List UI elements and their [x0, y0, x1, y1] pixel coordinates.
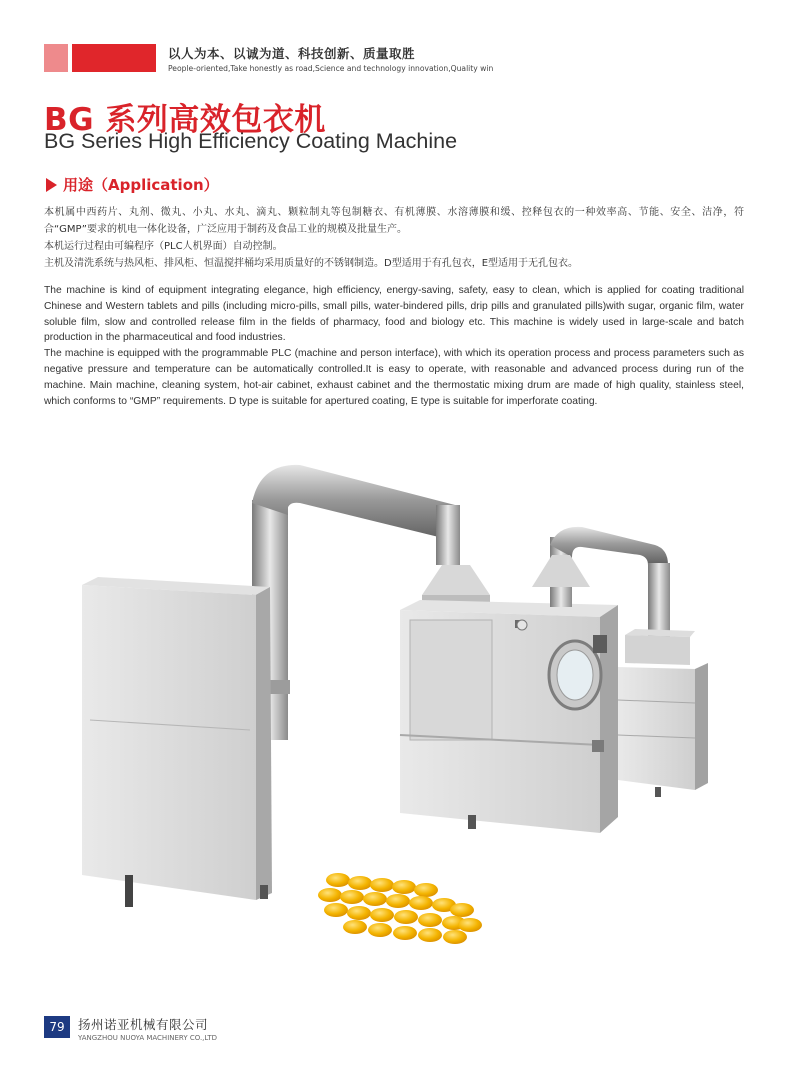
- section-heading: [46, 174, 219, 195]
- exhaust-cabinet: [618, 629, 708, 797]
- header-pink-square: [44, 44, 68, 72]
- main-hood: [422, 565, 490, 605]
- coating-machine-illustration: [70, 445, 750, 965]
- motto-en: People-oriented,Take honestly as road,Science and technology innovation,Quality win: [168, 64, 494, 73]
- yellow-pills: [318, 873, 482, 944]
- motto-cn: 以人为本、以诚为道、科技创新、质量取胜: [168, 46, 416, 61]
- paragraph-en: The machine is equipped with the programmable PLC (machine and person interface), with which its operation process and process parameters such as negative pressure and temperature can be automatically controlled.It is easy to operate, with reasonable and advanced process during run of the machine. Main machine, cleaning system, hot-air cabinet, exhaust cabinet and the thermostatic mixing drum are made of high quality, stainless steel, which conforms to “GMP” requirements. D type is suitable for apertured coating, E type is suitable for imperforate coating.: [44, 348, 744, 407]
- company-name-cn: 扬州诺亚机械有限公司: [78, 1017, 209, 1032]
- paragraph-en: The machine is kind of equipment integrating elegance, high efficiency, energy-saving, safety, easy to clean, which is applied for coating traditional Chinese and Western tablets and pills (including micro-pills, small pills, water-bindered pills, drip pills and granulated pills)with sugar, organic film, water soluble film, slow and controlled release film in the fields of pharmacy, food and biology etc. This machine is widely used in large-scale and batch production in the pharmaceutical and food industries.: [44, 285, 744, 344]
- description-en: [44, 283, 744, 409]
- page-title-cn: BG 系列高效包衣机: [44, 102, 326, 138]
- header-red-bar: [72, 44, 156, 72]
- paragraph-cn: 主机及清洗系统与热风柜、排风柜、恒温搅拌桶均采用质量好的不锈钢制造。D型适用于有孔包衣，E型适用于无孔包衣。: [44, 258, 579, 269]
- page-title-en: BG Series High Efficiency Coating Machine: [44, 129, 458, 153]
- hot-air-cabinet: [82, 577, 272, 907]
- paragraph-cn: 本机运行过程由可编程序（PLC人机界面）自动控制。: [44, 241, 283, 252]
- page-number: 79: [44, 1016, 70, 1038]
- section-heading-label: 用途（Application）: [63, 176, 219, 194]
- header-color-bar: [44, 44, 156, 72]
- paragraph-cn: 本机属中西药片、丸剂、微丸、小丸、水丸、滴丸、颗粒制丸等包制糖衣、有机薄膜、水溶薄膜和缓、控释包衣的一种效率高、节能、安全、洁净，符合“GMP”要求的机电一体化设备，广泛应用于制药及食品工业的规模及批量生产。: [44, 207, 744, 235]
- play-triangle-icon: [46, 178, 57, 192]
- description-cn: [44, 204, 744, 272]
- footer-company: [78, 1015, 217, 1042]
- main-coating-machine: [400, 600, 618, 833]
- header-motto: [168, 44, 493, 73]
- company-name-en: YANGZHOU NUOYA MACHINERY CO.,LTD: [78, 1034, 217, 1042]
